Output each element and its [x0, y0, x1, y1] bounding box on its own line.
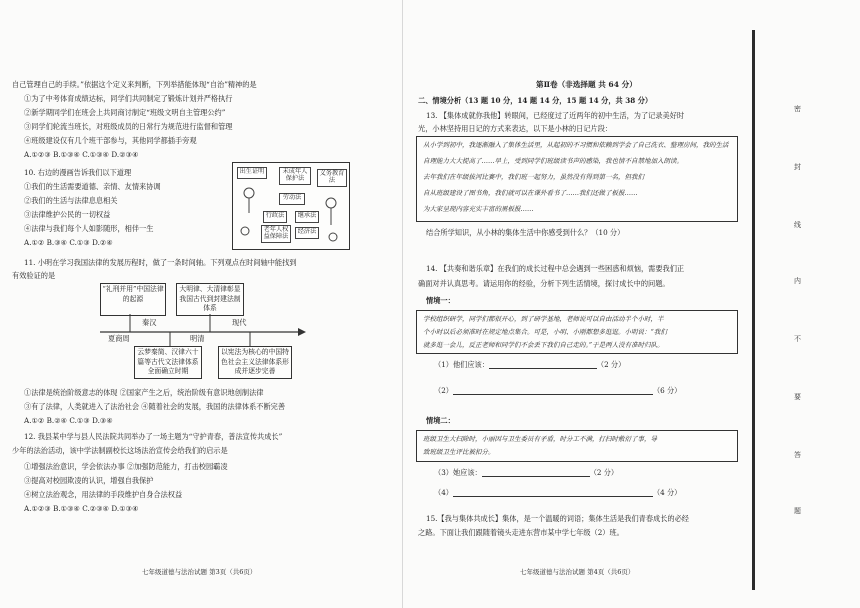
binding-line — [752, 30, 755, 590]
box1-line: 就多逛一会儿，反正老师和同学们不会丢下我们自己走的。”于是两人没有准时归队。 — [423, 341, 664, 349]
box1-line: 个小时以后必须准时在规定地点集合。可是，小明、小刚都想多逛逛。小明说：“我们 — [423, 328, 667, 336]
q11-stem-2: 有效验证的是 — [12, 271, 56, 280]
q13-diary-box — [416, 136, 738, 222]
diary-line: 自理能力大大提高了……早上，受到同学们班级读书声的感染，我也情不自禁地加入朗读。 — [423, 157, 683, 165]
binding-char: 题 — [794, 507, 801, 515]
q14-situation-1: 情境一： — [426, 296, 455, 305]
cartoon-figures — [233, 163, 349, 249]
box2-line: 致班级卫生评比被扣分。 — [423, 448, 495, 456]
right-page — [402, 0, 742, 608]
q12-opt-3: ③提高对校园欺凌的认识，增强自我保护 — [24, 476, 154, 485]
q15-stem-2: 之路。下面让我们跟随着镜头走进东营市某中学七年级（2）班。 — [418, 528, 624, 537]
binding-char: 要 — [794, 393, 801, 401]
q14-answer-3 — [434, 468, 618, 477]
left-page — [0, 0, 402, 608]
cartoon-label: 劳动法 — [279, 193, 305, 205]
q14-a3-points: （2 分） — [589, 468, 619, 477]
q13-question: 结合所学知识，从小林的集体生活中你感受到什么？（10 分） — [426, 228, 625, 237]
q12-opt-1: ①增强法治意识，学会依法办事 ②加强防范能力，打击校园霸凌 — [24, 462, 228, 471]
timeline-box-1: “礼刑并用”中国法律的起源 — [100, 283, 166, 316]
section-sub: 二、情境分析（13 题 10 分，14 题 14 分，15 题 14 分，共 38 分） — [418, 96, 653, 105]
q12-choices: A.①②③ B.①③④ C.②③④ D.①③④ — [24, 504, 139, 513]
q9-opt-2: ②新学期同学们在班会上共同商讨制定“班级文明自主管理公约” — [24, 108, 226, 117]
q11-stem-1: 11. 小明在学习我国法律的发展历程时，做了一条时间轴。下列观点在时间轴中能找到 — [24, 258, 297, 267]
cartoon-label: 老年人权益保障法 — [261, 225, 291, 243]
q14-a1-label: （1）他们应该： — [434, 360, 489, 369]
q9-opt-3: ③同学们轮流当班长，对班级成员的日常行为规范进行监督和管理 — [24, 122, 233, 131]
q12-stem-1: 12. 我县某中学与县人民法院共同举办了一场主题为“守护青春，普法宣传共成长” — [24, 432, 283, 441]
q14-a2-points: （6 分） — [652, 386, 682, 395]
q14-a2-label: （2） — [434, 386, 453, 395]
q9-opt-4: ④班级建设仅有几个班干部参与，其他同学都插手旁观 — [24, 136, 197, 145]
left-footer: 七年级道德与法治试题 第3页（共6页） — [142, 568, 257, 576]
binding-char: 答 — [794, 451, 801, 459]
q14-answer-1 — [434, 360, 625, 369]
timeline-box-2: 大明律、大清律彰显我国古代到封建法制体系 — [176, 283, 244, 316]
q12-stem-2: 少年的法治活动，该中学法制副校长这场法治宣传会给我们的启示是 — [12, 446, 228, 455]
answer-line-4[interactable] — [453, 489, 653, 497]
cartoon-label: 继承法 — [295, 211, 319, 223]
diary-line: 去年我们在年级拔河比赛中，我们班一起努力，虽然没有得到第一名，但我们 — [423, 173, 644, 181]
answer-line-3[interactable] — [482, 469, 590, 477]
q10-choices: A.①② B.③④ C.①③ D.②④ — [24, 238, 113, 247]
q11-choices: A.①② B.②④ C.①③ D.③④ — [24, 416, 113, 425]
intro-line: 自己管理自己的手续。”依据这个定义来判断，下列举措能体现“自治”精神的是 — [12, 80, 257, 89]
cartoon-label: 经济法 — [295, 227, 319, 239]
q14-a1-points: （2 分） — [596, 360, 626, 369]
q11-opt-1: ①法律是统治阶级意志的体现 ②国家产生之后，统治阶级有意识地创制法律 — [24, 388, 264, 397]
q10-opt-4: ④法律与我们每个人如影随形，相伴一生 — [24, 224, 154, 233]
q14-answer-2 — [434, 386, 681, 395]
q14-situation-2: 情境二： — [426, 416, 455, 425]
cartoon-label: 义务教育法 — [317, 169, 347, 187]
diary-line: 自从班级建设了图书角，我们就可以在课外看书了……我们还做了板报…… — [423, 189, 638, 197]
q14-stem-2: 确面对并认真思考。请运用你的经验，分析下列生活情境，探讨成长中的问题。 — [418, 279, 670, 288]
q11-opt-2: ③有了法律，人类就进入了法治社会 ④随着社会的发展，我国的法律体系不断完善 — [24, 402, 286, 411]
box2-line: 班级卫生大扫除时，小丽因与卫生委员有矛盾，时分工不满，打扫时敷衍了事，导 — [423, 435, 657, 443]
box1-line: 学校组织研学，同学们都很开心，到了研学基地，老师说可以自由活动半个小时，半 — [423, 315, 664, 323]
timeline-tick: 夏商周 — [108, 334, 130, 343]
binding-char: 不 — [794, 335, 801, 343]
cartoon-illustration — [232, 162, 350, 250]
timeline-box-4: 以宪法为核心的中国特色社会主义法律体系形成并逐步完善 — [218, 346, 292, 379]
cartoon-label: 出生证明 — [237, 167, 267, 179]
q13-stem-2: 光，小林坚持用日记的方式来表达，以下是小林的日记片段： — [418, 124, 613, 133]
q10-opt-2: ②我们的生活与法律息息相关 — [24, 196, 118, 205]
q14-a3-label: （3）她应该： — [434, 468, 482, 477]
q10-opt-1: ①我们的生活需要道德、亲情、友情来协调 — [24, 182, 161, 191]
q14-stem-1: 14. 【共奏和谐乐章】在我们的成长过程中总会遇到一些困惑和烦恼，需要我们正 — [426, 264, 685, 273]
q10-opt-3: ③法律维护公民的一切权益 — [24, 210, 111, 219]
right-footer: 七年级道德与法治试题 第4页（共6页） — [520, 568, 635, 576]
cartoon-label: 未成年人保护法 — [279, 167, 311, 185]
section-title: 第Ⅱ卷（非选择题 共 64 分） — [536, 80, 637, 89]
q9-choices: A.①②③ B.①③④ C.①③④ D.②③④ — [24, 150, 139, 159]
diary-line: 为大家呈现内容充实丰富的黑板报…… — [423, 205, 534, 213]
answer-line-1[interactable] — [489, 361, 597, 369]
timeline-tick: 现代 — [232, 318, 247, 327]
q14-box-1 — [416, 310, 738, 354]
binding-char: 内 — [794, 277, 801, 285]
q10-stem: 10. 右边的漫画告诉我们以下道理 — [24, 168, 132, 177]
answer-line-2[interactable] — [453, 387, 653, 395]
timeline-tick: 秦汉 — [142, 318, 157, 327]
timeline-box-3: 云梦秦简、汉律六十篇等古代文法律体系全面确立时期 — [134, 346, 202, 379]
binding-char: 线 — [794, 221, 801, 229]
q14-box-2 — [416, 430, 738, 462]
q14-a4-points: （4 分） — [652, 488, 682, 497]
q15-stem-1: 15.【我与集体共成长】集体，是一个温暖的词语；集体生活是我们青春成长的必经 — [426, 514, 689, 523]
q14-answer-4 — [434, 488, 681, 497]
binding-char: 密 — [794, 105, 801, 113]
q14-a4-label: （4） — [434, 488, 453, 497]
cartoon-label: 行政法 — [263, 211, 287, 223]
diary-line: 从小学到初中，我逐渐融入了集体生活里，从起初的不习惯和依赖到学会了自己洗衣、整理房间，我的生活 — [423, 141, 729, 149]
q12-opt-4: ④树立法治观念，用法律的手段维护自身合法权益 — [24, 490, 183, 499]
timeline-tick: 明清 — [190, 334, 205, 343]
q9-opt-1: ①为了中考体育成绩达标，同学们共同制定了锻炼计划并严格执行 — [24, 94, 233, 103]
q13-stem-1: 13. 【集体成就你我他】转眼间，已经度过了近两年的初中生活，为了记录美好时 — [426, 111, 685, 120]
binding-char: 封 — [794, 163, 801, 171]
